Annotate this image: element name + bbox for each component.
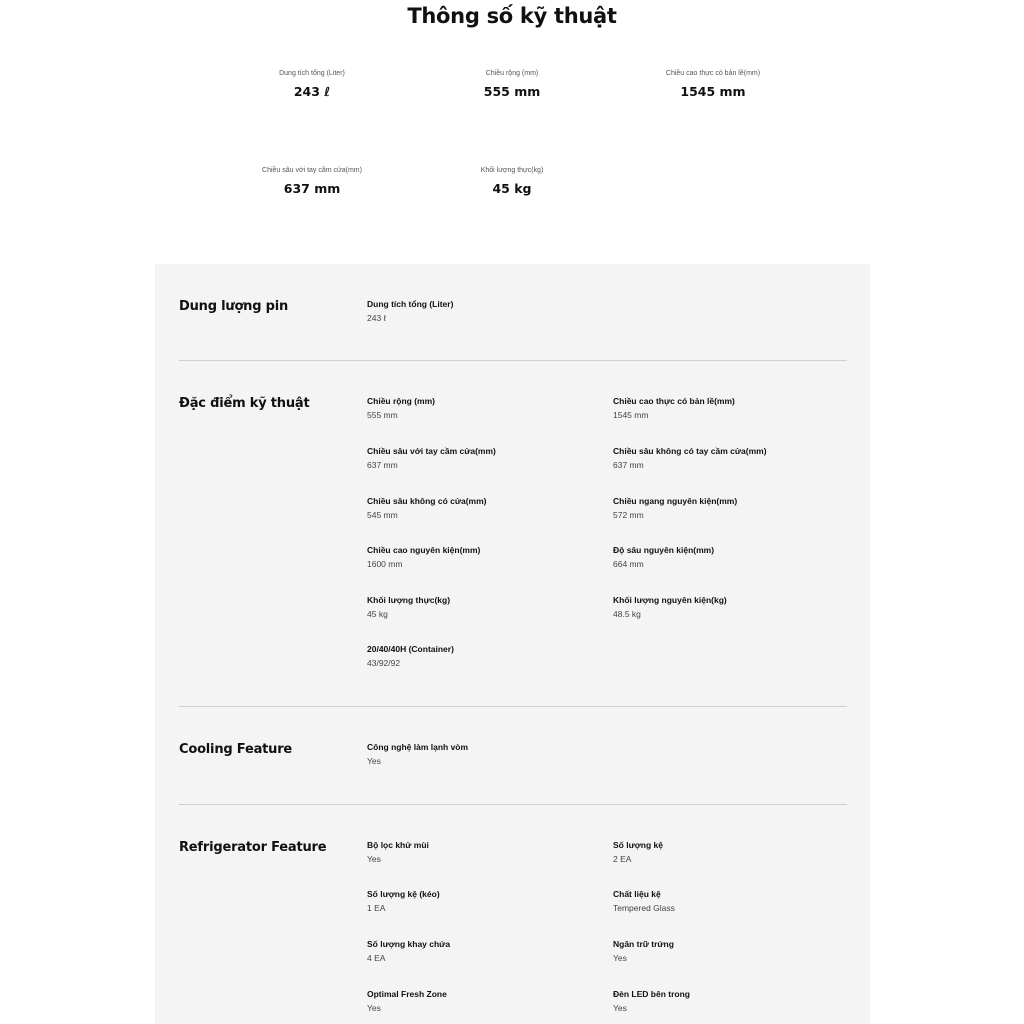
key-spec-label: Chiều cao thực có bản lề(mm) [665,70,761,77]
spec-value: 1 EA [367,903,386,913]
spec-value: Tempered Glass [613,903,675,913]
spec-item [613,545,843,569]
spec-label: Chiều sâu không có tay cầm cửa(mm) [613,446,767,456]
section-title: Cooling Feature [179,742,293,757]
spec-label: Chất liệu kệ [613,889,661,899]
spec-label: Ngăn trữ trứng [613,939,674,949]
spec-label: Chiều rộng (mm) [367,396,435,406]
spec-item [367,889,597,913]
key-spec-height [613,70,813,99]
spec-item [367,545,597,569]
section-title: Đặc điểm kỹ thuật [179,396,310,411]
spec-label: Chiều sâu với tay cầm cửa(mm) [367,446,496,456]
spec-item [613,496,843,520]
spec-item [613,840,843,864]
spec-value: Yes [613,953,627,963]
spec-value: 1545 mm [613,410,649,420]
key-spec-net-weight [412,167,612,196]
spec-item [367,496,597,520]
spec-label: Khối lượng thực(kg) [367,595,451,605]
spec-label: Đèn LED bên trong [613,989,690,999]
spec-item [367,595,597,619]
spec-value: 572 mm [613,510,644,520]
spec-item [613,595,843,619]
spec-label: Độ sâu nguyên kiện(mm) [613,545,715,555]
spec-label: 20/40/40H (Container) [367,644,454,654]
spec-detail-panel [155,264,870,1024]
spec-label: Số lượng kệ [613,840,663,850]
section-title: Refrigerator Feature [179,840,327,855]
spec-section-technical [179,396,847,676]
key-spec-label: Khối lượng thực(kg) [480,167,544,174]
key-spec-value: 45 kg [492,181,532,196]
spec-section-capacity [179,299,847,359]
key-spec-width [412,70,612,99]
spec-label: Chiều ngang nguyên kiện(mm) [613,496,738,506]
spec-value: 243 ℓ [367,313,387,323]
spec-item [367,446,597,470]
key-spec-value: 637 mm [283,181,341,196]
spec-value: 555 mm [367,410,398,420]
key-spec-label: Chiều rộng (mm) [485,70,539,77]
spec-value: 545 mm [367,510,398,520]
spec-value: Yes [613,1003,627,1013]
spec-item [367,644,597,668]
spec-item [367,396,597,420]
spec-item [613,446,843,470]
spec-label: Số lượng khay chứa [367,939,451,949]
spec-item [367,939,597,963]
key-spec-label: Chiều sâu với tay cầm cửa(mm) [262,167,362,174]
spec-value: Yes [367,756,381,766]
spec-item [367,840,597,864]
spec-value: 43/92/92 [367,658,401,668]
spec-value: 48.5 kg [613,609,641,619]
spec-label: Dung tích tổng (Liter) [367,299,454,309]
key-spec-depth [212,167,412,196]
spec-value: 664 mm [613,559,644,569]
page-title: Thông số kỹ thuật [407,4,617,28]
spec-value: 637 mm [613,460,644,470]
section-divider [179,360,847,361]
spec-value: Yes [367,854,381,864]
spec-value: Yes [367,1003,381,1013]
key-spec-label: Dung tích tổng (Liter) [279,70,345,77]
spec-label: Công nghệ làm lạnh vòm [367,742,469,752]
spec-label: Số lượng kệ (kéo) [367,889,440,899]
key-specs-summary [0,0,1024,240]
key-spec-value: 555 mm [483,84,541,99]
spec-item [613,989,843,1013]
spec-section-cooling [179,742,847,802]
key-spec-value: 1545 mm [680,84,746,99]
section-title: Dung lượng pin [179,299,289,314]
spec-value: 2 EA [613,854,632,864]
spec-item [613,889,843,913]
key-spec-value: 243 ℓ [293,84,331,99]
spec-label: Khối lượng nguyên kiện(kg) [613,595,727,605]
section-divider [179,804,847,805]
spec-item [367,989,597,1013]
spec-item [367,742,597,766]
spec-item [613,939,843,963]
spec-value: 637 mm [367,460,398,470]
spec-label: Chiều cao thực có bản lề(mm) [613,396,735,406]
spec-label: Chiều sâu không có cửa(mm) [367,496,487,506]
spec-item [613,396,843,420]
spec-value: 1600 mm [367,559,403,569]
spec-section-refrigerator [179,840,847,1024]
key-spec-total-capacity [212,70,412,99]
spec-label: Optimal Fresh Zone [367,989,447,999]
spec-item [367,299,597,323]
spec-label: Chiều cao nguyên kiện(mm) [367,545,481,555]
spec-value: 45 kg [367,609,388,619]
section-divider [179,706,847,707]
spec-value: 4 EA [367,953,386,963]
spec-label: Bộ lọc khử mùi [367,840,429,850]
